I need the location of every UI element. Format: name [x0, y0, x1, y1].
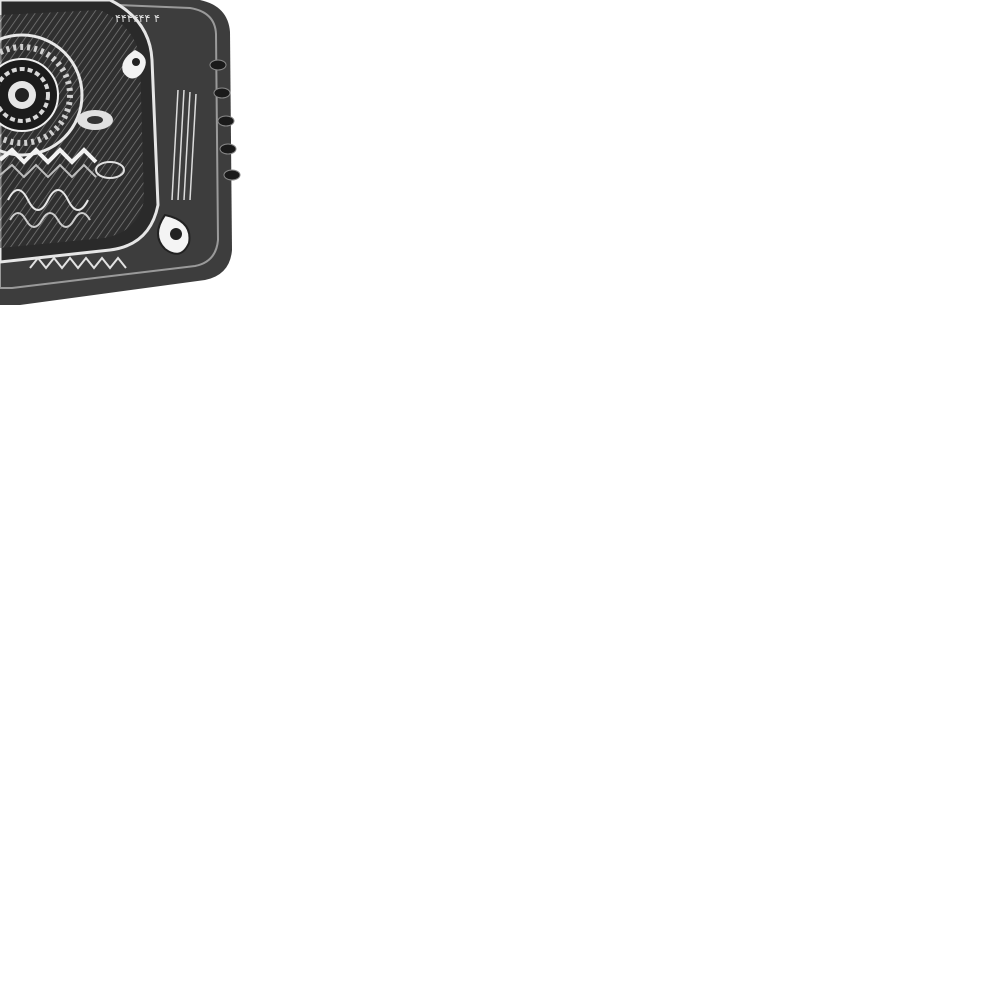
right-paisley-column [938, 525, 983, 830]
poem-line-3 [322, 190, 942, 233]
poem-line-5 [322, 276, 942, 319]
poem-line-7 [322, 362, 942, 405]
poem-line-1 [322, 104, 942, 147]
explanation-section [322, 492, 942, 502]
poem [322, 62, 942, 448]
poem-line-6 [322, 319, 942, 362]
poem-line-4 [322, 233, 942, 276]
poem-line-2 [322, 147, 942, 190]
poem-line-8 [322, 405, 942, 448]
svg-text:۴۴۴۴۴۴ ۴: ۴۴۴۴۴۴ ۴ [115, 12, 160, 25]
decorative-ornament-image [0, 0, 250, 310]
poem-title [322, 62, 942, 90]
paisley-cluster-ornament [850, 835, 1000, 975]
